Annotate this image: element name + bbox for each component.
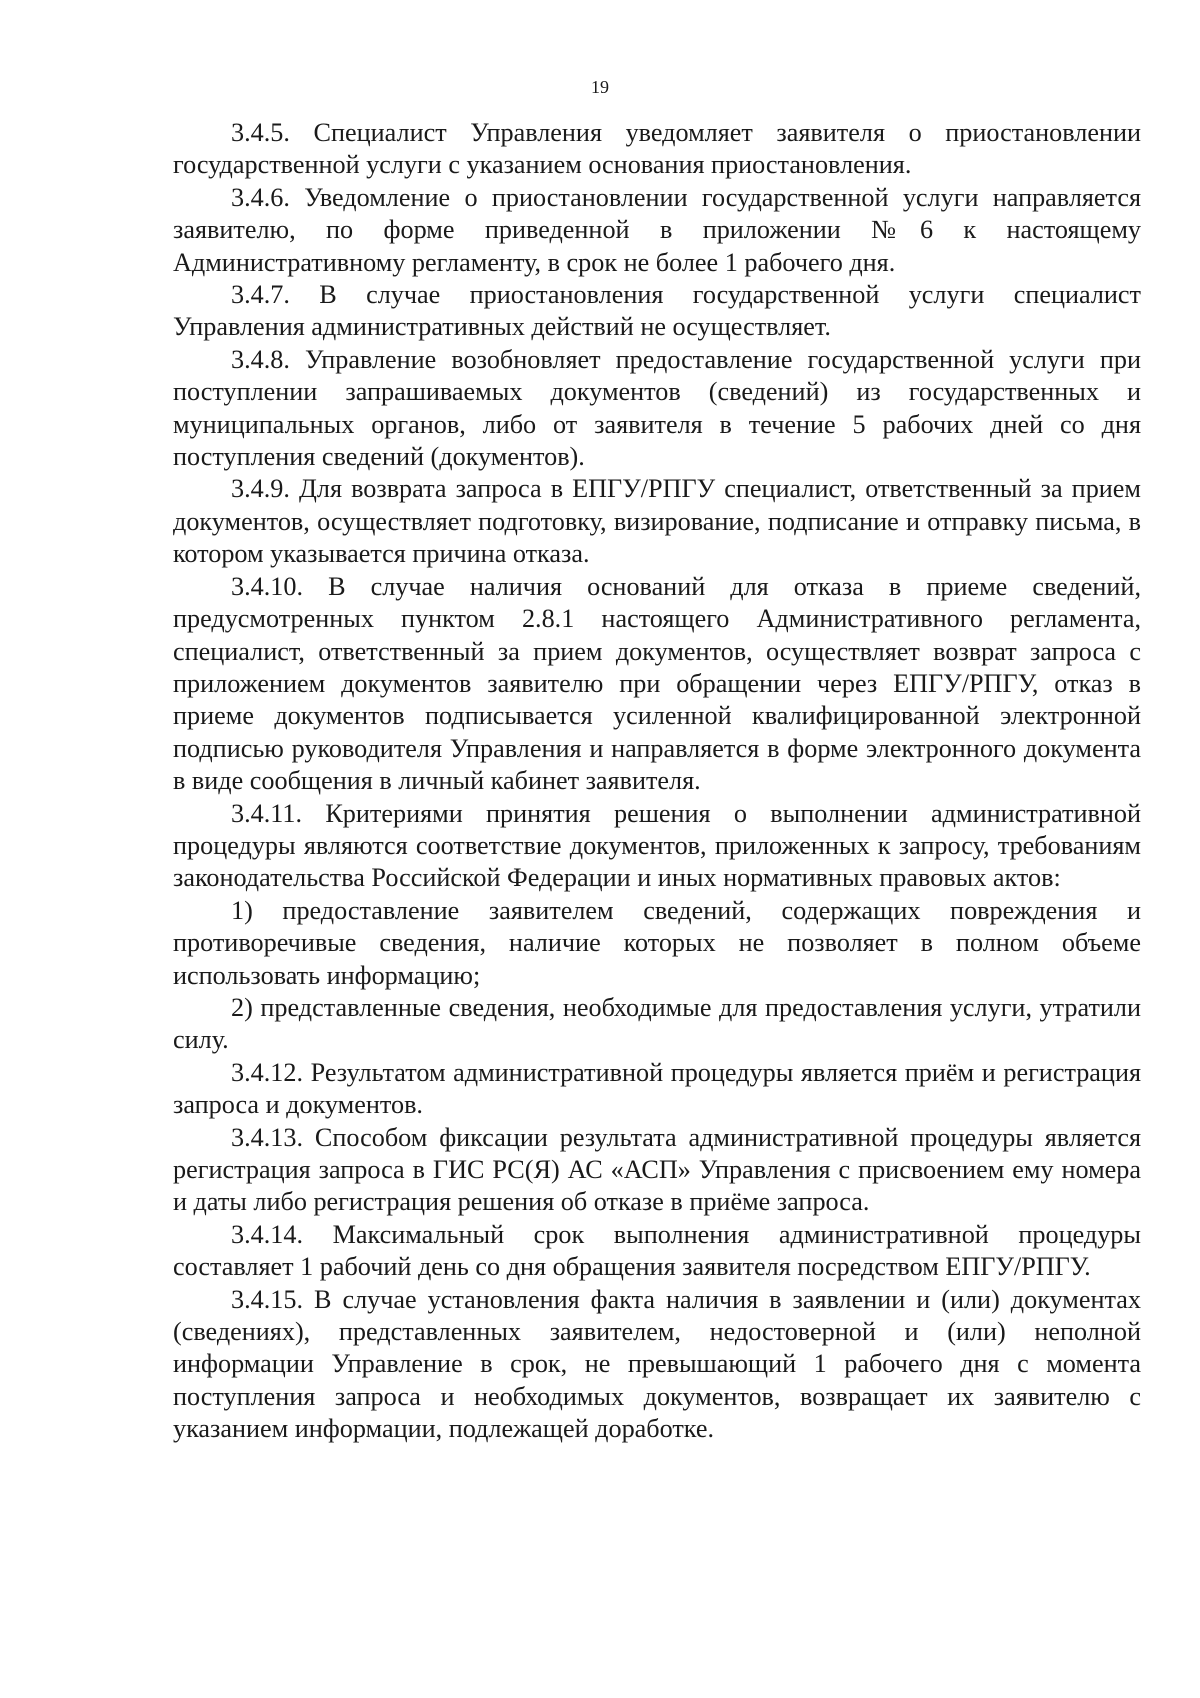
list-item-1: 1) предоставление заявителем сведений, содержащих повреждения и противоречивые сведения, наличие которых не позволяет в полном объеме использовать информацию; (173, 895, 1141, 990)
paragraph-3-4-14: 3.4.14. Максимальный срок выполнения административной процедуры составляет 1 рабочий день со дня обращения заявителя посредством ЕПГУ/РПГУ. (173, 1219, 1141, 1282)
paragraph-3-4-11: 3.4.11. Критериями принятия решения о выполнении административной процедуры являются соответствие документов, приложенных к запросу, требованиям законодательства Российской Федерации и иных нормативных правовых актов: (173, 798, 1141, 893)
paragraph-3-4-10: 3.4.10. В случае наличия оснований для отказа в приеме сведений, предусмотренных пунктом 2.8.1 настоящего Административного регламента, специалист, ответственный за прием документов, осуществляет возврат запроса с приложением документов заявителю при обращении через ЕПГУ/РПГУ, отказ в приеме документов подписывается усиленной квалифицированной электронной подписью руководителя Управления и направляется в форме электронного документа в виде сообщения в личный кабинет заявителя. (173, 571, 1141, 796)
paragraph-3-4-13: 3.4.13. Способом фиксации результата административной процедуры является регистрация запроса в ГИС РС(Я) АС «АСП» Управления с присвоением ему номера и даты либо регистрация решения об отказе в приёме запроса. (173, 1122, 1141, 1217)
paragraph-3-4-15: 3.4.15. В случае установления факта наличия в заявлении и (или) документах (сведениях), представленных заявителем, недостоверной и (или) неполной информации Управление в срок, не превышающий 1 рабочего дня с момента поступления запроса и необходимых документов, возвращает их заявителю с указанием информации, подлежащей доработке. (173, 1284, 1141, 1444)
document-body (173, 117, 1141, 1446)
page-number: 19 (591, 77, 609, 97)
paragraph-3-4-8: 3.4.8. Управление возобновляет предоставление государственной услуги при поступлении запрашиваемых документов (сведений) из государственных и муниципальных органов, либо от заявителя в течение 5 рабочих дней со дня поступления сведений (документов). (173, 344, 1141, 472)
paragraph-3-4-5: 3.4.5. Специалист Управления уведомляет заявителя о приостановлении государственной услуги с указанием основания приостановления. (173, 118, 1141, 180)
paragraph-3-4-7: 3.4.7. В случае приостановления государственной услуги специалист Управления административных действий не осуществляет. (173, 280, 1141, 342)
paragraph-3-4-12: 3.4.12. Результатом административной процедуры является приём и регистрация запроса и документов. (173, 1057, 1141, 1120)
paragraph-3-4-6: 3.4.6. Уведомление о приостановлении государственной услуги направляется заявителю, по форме приведенной в приложении №6 к настоящему Административному регламенту, в срок не более 1 рабочего дня. (173, 182, 1141, 277)
paragraph-3-4-9: 3.4.9. Для возврата запроса в ЕПГУ/РПГУ специалист, ответственный за прием документов, осуществляет подготовку, визирование, подписание и отправку письма, в котором указывается причина отказа. (173, 474, 1141, 569)
list-item-2: 2) представленные сведения, необходимые для предоставления услуги, утратили силу. (173, 992, 1141, 1055)
